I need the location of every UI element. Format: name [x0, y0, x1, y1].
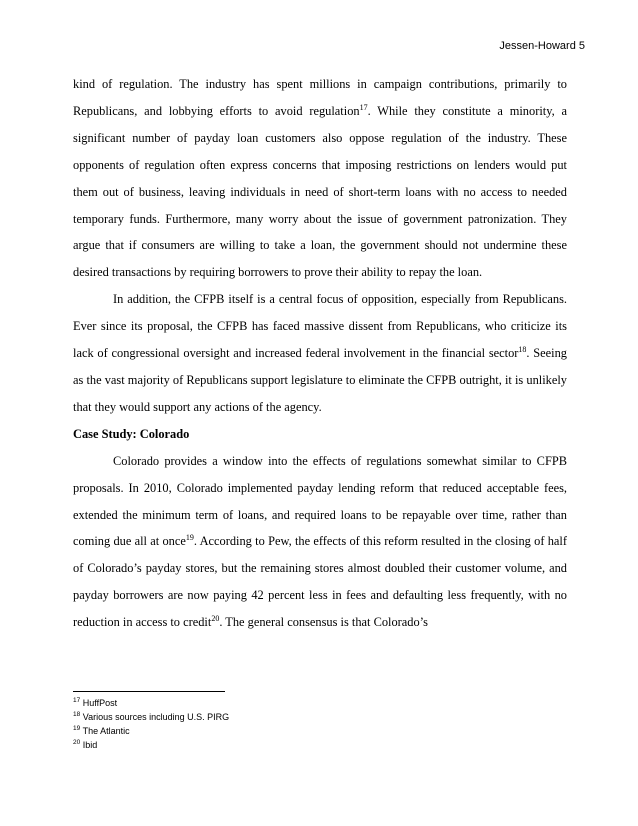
footnote-ref-18: 18 — [518, 344, 527, 354]
body-text — [73, 71, 567, 636]
paragraph-3-text-c: . The general consensus is that Colorado’s — [219, 615, 428, 630]
footnote-separator — [73, 691, 225, 692]
running-header: Jessen-Howard 5 — [499, 40, 585, 52]
paragraph-2 — [73, 286, 567, 421]
footnote-20 — [73, 738, 373, 752]
footnote-ref-19: 19 — [185, 533, 194, 543]
footnote-text: The Atlantic — [82, 726, 130, 736]
paragraph-3 — [73, 448, 567, 636]
footnote-text: Various sources including U.S. PIRG — [82, 712, 230, 722]
paragraph-2-text-a: In addition, the CFPB itself is a central focus of opposition, especially from Republicans. Ever since its proposal, the CFPB has faced massive dissent from Republicans, who criticize its lack of congressional oversight and increased federal involvement in the financial sector — [73, 292, 567, 361]
footnote-text: HuffPost — [82, 698, 118, 708]
footnote-number: 20 — [73, 739, 81, 746]
paragraph-1-text-a: kind of regulation. The industry has spent millions in campaign contributions, primarily to Republicans, and lobbying efforts to avoid regulation — [73, 77, 567, 118]
footnotes — [73, 691, 373, 752]
footnote-number: 19 — [73, 725, 81, 732]
footnote-number: 17 — [73, 697, 81, 704]
paragraph-1 — [73, 71, 567, 286]
footnote-number: 18 — [73, 711, 81, 718]
paragraph-2-text-b: . Seeing as the vast majority of Republicans support legislature to eliminate the CFPB outright, it is unlikely that they would support any actions of the agency. — [73, 346, 567, 414]
paragraph-3-text-b: . According to Pew, the effects of this reform resulted in the closing of half of Colorado’s payday stores, but the remaining stores almost doubled their customer volume, and payday borrowers are now paying 42 percent less in fees and defaulting less frequently, with no reduction in access to credit — [73, 534, 567, 630]
footnote-ref-17: 17 — [359, 102, 368, 112]
paragraph-1-text-b: . While they constitute a minority, a significant number of payday loan customers also oppose regulation of the industry. These opponents of regulation often express concerns that imposing restrictions on lenders would put them out of business, leaving individuals in need of short-term loans with no access to needed temporary funds. Furthermore, many worry about the issue of government patronization. They argue that if consumers are willing to take a loan, the government should not undermine these desired transactions by requiring borrowers to prove their ability to repay the loan. — [73, 103, 567, 280]
footnote-17 — [73, 696, 373, 710]
footnote-18 — [73, 710, 373, 724]
footnote-text: Ibid — [82, 740, 98, 750]
paragraph-3-text-a: Colorado provides a window into the effects of regulations somewhat similar to CFPB proposals. In 2010, Colorado implemented payday lending reform that reduced acceptable fees, extended the minimum term of loans, and required loans to be repayable over time, rather than coming due all at once — [73, 453, 567, 549]
footnote-ref-20: 20 — [211, 614, 220, 623]
section-heading: Case Study: Colorado — [73, 426, 190, 441]
footnote-19 — [73, 724, 373, 738]
